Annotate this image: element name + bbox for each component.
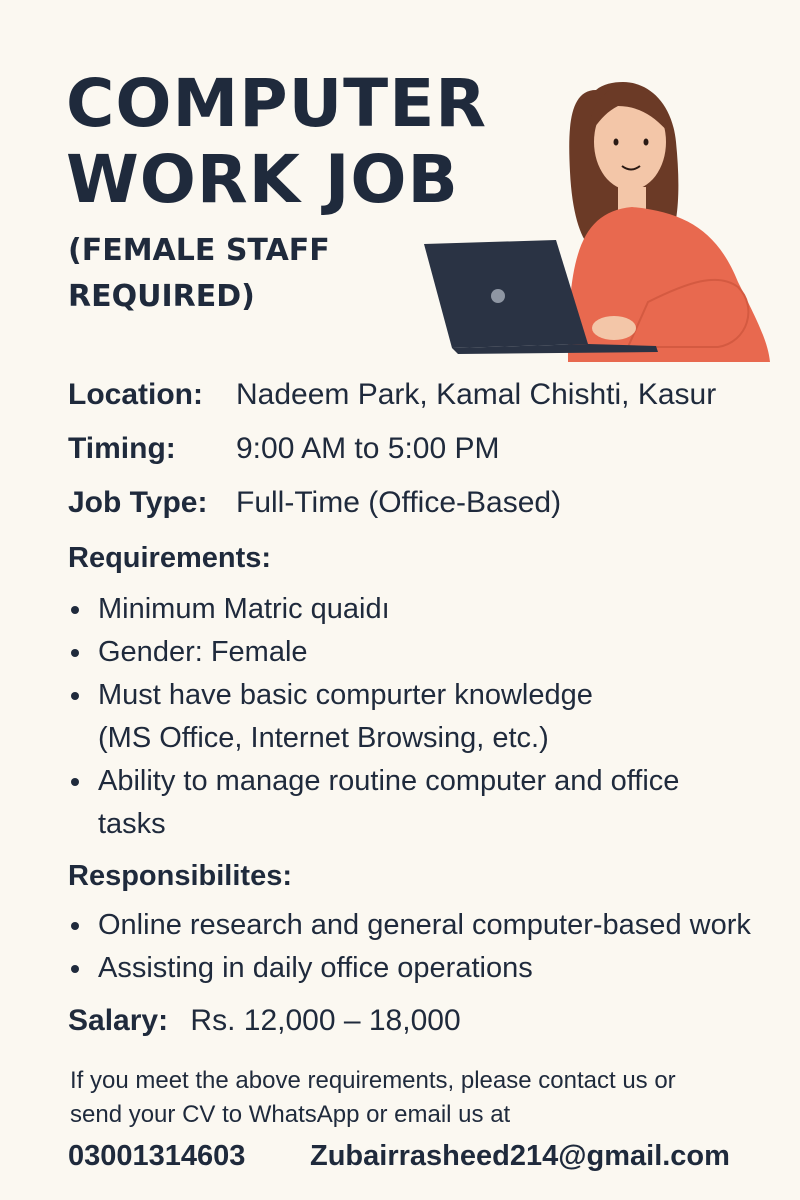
hand [592,316,636,340]
salary-label: Salary: [68,1004,169,1037]
subtitle-line-2: REQUIRED) [68,279,255,314]
salary-value: Rs. 12,000 – 18,000 [190,1004,461,1037]
responsibility-item: Online research and general computer-based work [68,904,751,947]
email-address[interactable]: Zubairrasheed214@gmail.com [310,1140,730,1172]
job-type-value: Full-Time (Office-Based) [236,486,562,519]
requirements-list [68,588,679,846]
location-value: Nadeem Park, Kamal Chishti, Kasur [236,378,717,411]
timing-row [68,432,500,466]
woman-laptop-illustration [418,62,778,362]
salary-row [68,1004,461,1038]
right-eye [644,139,649,146]
requirement-item: Must have basic compurter knowledge [68,674,679,717]
title-line-1: COMPUTER [66,65,488,142]
job-type-row [68,486,562,520]
phone-number[interactable]: 03001314603 [68,1140,246,1172]
subtitle-line-1: (FEMALE STAFF [68,233,330,268]
job-type-label: Job Type: [68,486,208,519]
requirement-item-continuation: tasks [98,808,166,840]
requirement-item: Gender: Female [68,631,679,674]
laptop-logo-icon [491,289,505,303]
requirement-item: Minimum Matric quaidı [68,588,679,631]
location-label: Location: [68,378,203,411]
contact-instructions: If you meet the above requirements, please contact us or send your CV to WhatsApp or email us at [70,1067,676,1128]
responsibility-item: Assisting in daily office operations [68,947,751,990]
timing-value: 9:00 AM to 5:00 PM [236,432,500,465]
location-row [68,378,717,412]
page-subtitle [68,228,330,320]
responsibilities-heading: Responsibilites: [68,860,292,892]
left-eye [614,139,619,146]
requirement-item: Ability to manage routine computer and office [68,760,679,803]
title-line-2: WORK JOB [66,141,459,218]
requirement-item-continuation: (MS Office, Internet Browsing, etc.) [98,722,549,754]
responsibilities-list [68,904,751,990]
timing-label: Timing: [68,432,176,465]
requirements-heading: Requirements: [68,542,272,574]
laptop-screen [424,240,588,348]
